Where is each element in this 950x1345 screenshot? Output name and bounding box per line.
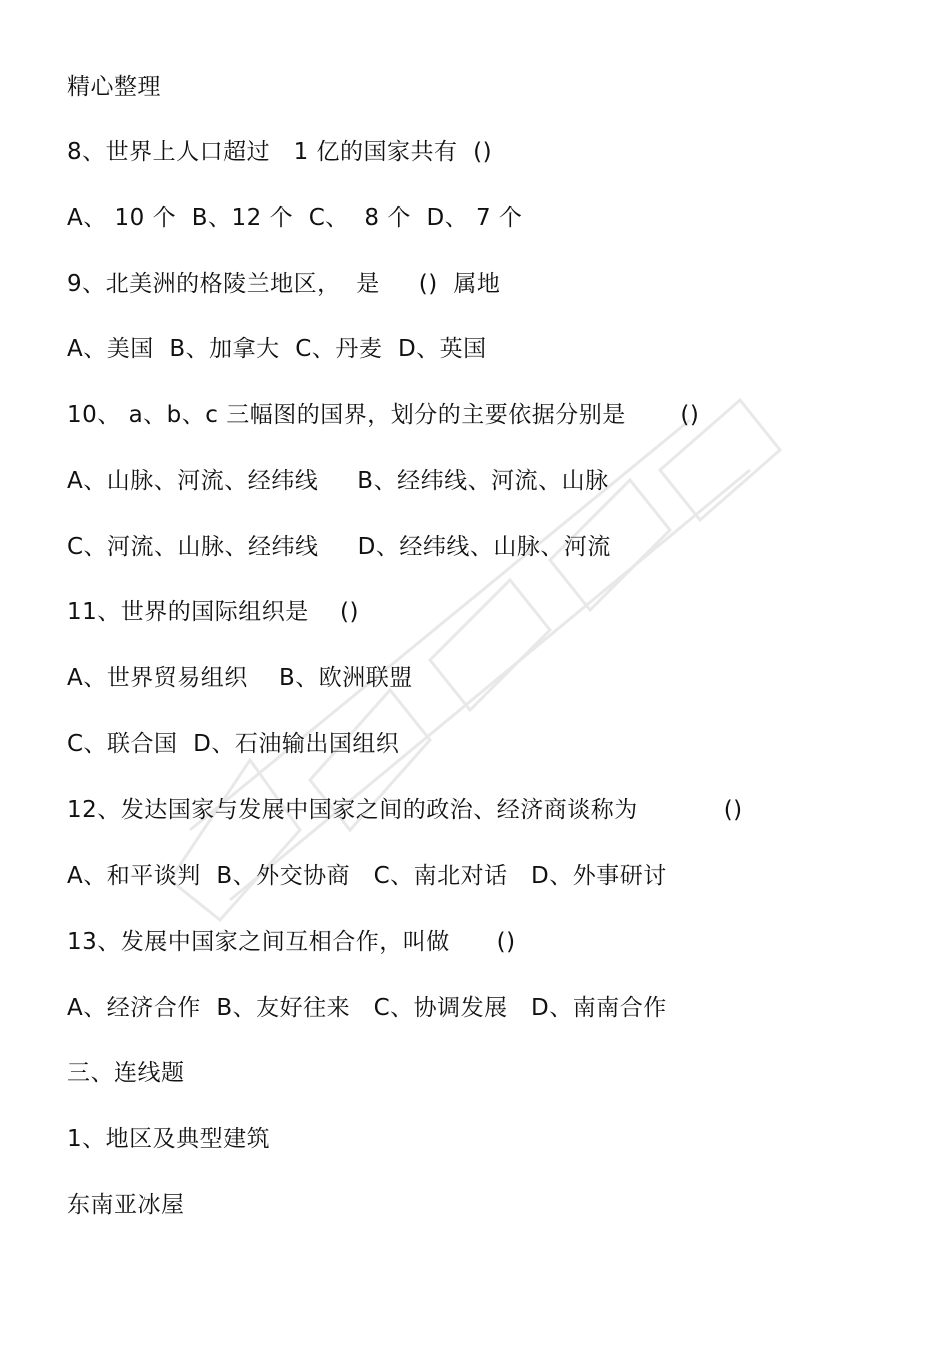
matching-item-1: 1、地区及典型建筑: [67, 1126, 271, 1152]
question-11: 11、世界的国际组织是 (): [67, 599, 359, 625]
question-8-options: A、 10 个 B、12 个 C、 8 个 D、 7 个: [67, 205, 523, 231]
section-heading: 三、连线题: [67, 1060, 185, 1086]
question-12: 12、发达国家与发展中国家之间的政治、经济商谈称为 (): [67, 797, 743, 823]
question-9: 9、北美洲的格陵兰地区， 是 () 属地: [67, 271, 501, 297]
question-13-options: A、经济合作 B、友好往来 C、协调发展 D、南南合作: [67, 995, 667, 1021]
question-11-options-ab: A、世界贸易组织 B、欧洲联盟: [67, 665, 413, 691]
question-12-options: A、和平谈判 B、外交协商 C、南北对话 D、外事研讨: [67, 863, 667, 889]
question-13: 13、发展中国家之间互相合作，叫做 (): [67, 929, 516, 955]
question-10: 10、 a、b、c 三幅图的国界，划分的主要依据分别是 (): [67, 402, 700, 428]
question-9-options: A、美国 B、加拿大 C、丹麦 D、英国: [67, 336, 487, 362]
page-header: 精心整理: [67, 74, 161, 100]
question-10-options-ab: A、山脉、河流、经纬线 B、经纬线、河流、山脉: [67, 468, 609, 494]
question-8: 8、世界上人口超过 1 亿的国家共有 (): [67, 139, 493, 165]
question-11-options-cd: C、联合国 D、石油输出国组织: [67, 731, 400, 757]
question-10-options-cd: C、河流、山脉、经纬线 D、经纬线、山脉、河流: [67, 534, 611, 560]
matching-entry: 东南亚冰屋: [67, 1192, 185, 1218]
